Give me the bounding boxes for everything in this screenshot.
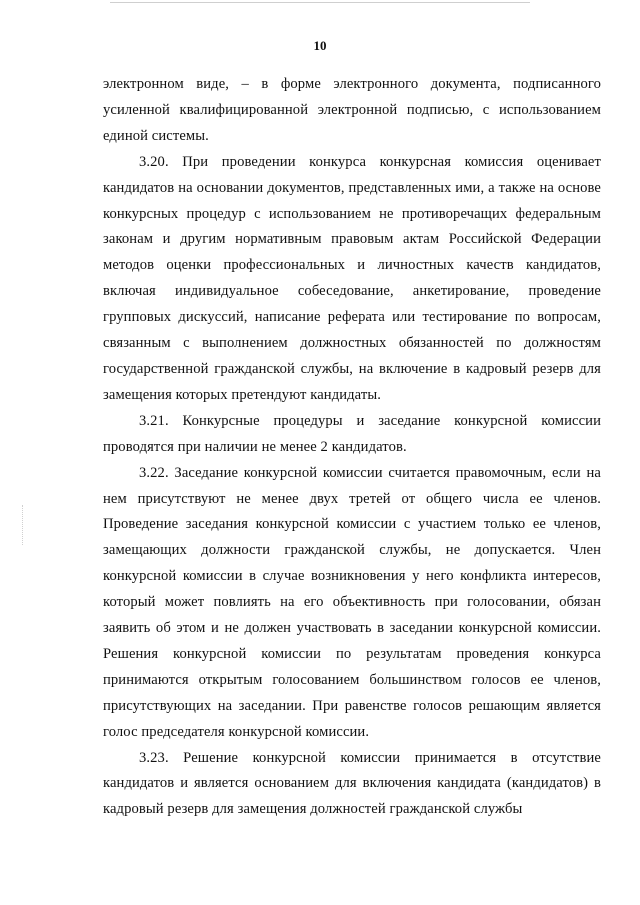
paragraph-3-21: 3.21. Конкурсные процедуры и заседание конкурсной комиссии проводятся при наличии не менее 2 кандидатов. <box>103 412 601 455</box>
paragraph-3-20: 3.20. При проведении конкурса конкурсная комиссия оценивает кандидатов на основании документов, представленных ими, а также на основе конкурсных процедур с использованием не противоречащих федеральным законам и другим нормативным правовым актам Российской Федерации методов оценки профессиональных и личностных качеств кандидатов, включая индивидуальное собеседование, анкетирование, проведение групповых дискуссий, написание реферата или тестирование по вопросам, связанным с выполнением должностных обязанностей по должностям государственной гражданской службы, на включение в кадровый резерв для замещения которых претендуют кандидаты. <box>103 153 601 403</box>
paragraph-3-22: 3.22. Заседание конкурсной комиссии считается правомочным, если на нем присутствуют не менее двух третей от общего числа ее членов. Проведение заседания конкурсной комиссии с участием только ее членов, замещающих должности гражданской службы, не допускается. Член конкурсной комиссии в случае возникновения у него конфликта интересов, который может повлиять на его объективность при голосовании, обязан заявить об этом и не должен участвовать в заседании конкурсной комиссии. Решения конкурсной комиссии по результатам проведения конкурса принимаются открытым голосованием большинством голосов ее членов, присутствующих на заседании. При равенстве голосов решающим является голос председателя конкурсной комиссии. <box>103 464 601 740</box>
page-number: 10 <box>313 38 327 53</box>
paragraph-continuation: электронном виде, – в форме электронного документа, подписанного усиленной квалифицированной электронной подписью, с использованием единой системы. <box>103 76 601 144</box>
scan-margin-mark <box>22 505 23 545</box>
scan-edge-line <box>110 2 530 3</box>
paragraph-3-23: 3.23. Решение конкурсной комиссии принимается в отсутствие кандидатов и является основанием для включения кандидата (кандидатов) в кадровый резерв для замещения должностей гражданской службы <box>103 749 601 818</box>
document-body <box>103 72 601 823</box>
